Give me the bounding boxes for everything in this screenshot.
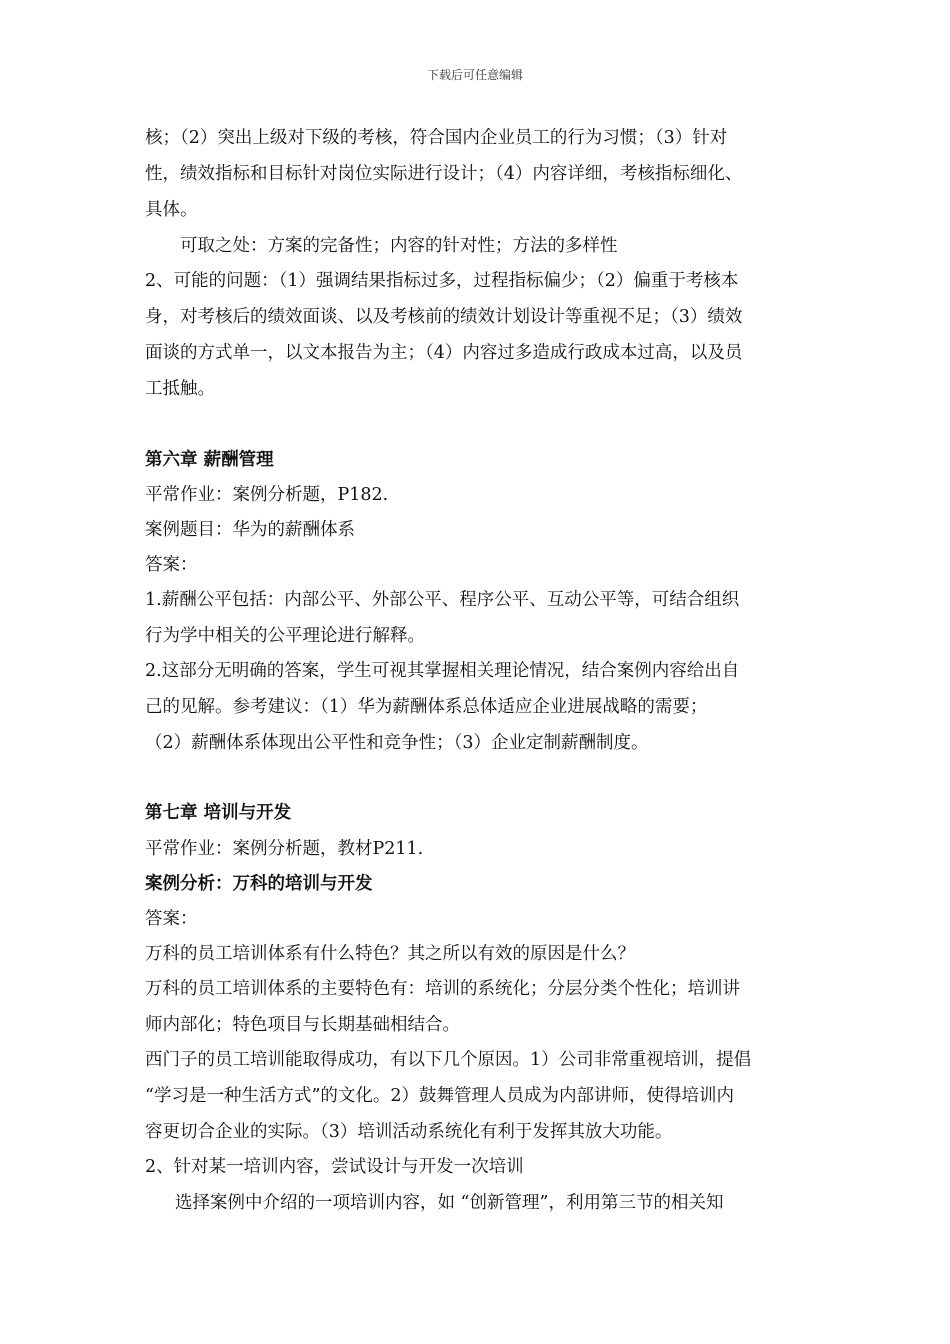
body-line: （2）薪酬体系体现出公平性和竞争性；（3）企业定制薪酬制度。 <box>145 733 649 753</box>
body-line: 答案： <box>145 909 198 929</box>
body-line: 2.这部分无明确的答案，学生可视其掌握相关理论情况，结合案例内容给出自 <box>145 661 740 681</box>
body-line: 师内部化；特色项目与长期基础相结合。 <box>145 1015 460 1035</box>
body-line: 西门子的员工培训能取得成功，有以下几个原因。1）公司非常重视培训，提倡 <box>145 1050 752 1070</box>
body-line: 答案： <box>145 555 198 575</box>
body-line: 万科的员工培训体系的主要特色有：培训的系统化；分层分类个性化；培训讲 <box>145 979 740 999</box>
body-line: 选择案例中介绍的一项培训内容，如 “创新管理”，利用第三节的相关知 <box>175 1193 724 1213</box>
body-line: 1.薪酬公平包括：内部公平、外部公平、程序公平、互动公平等，可结合组织 <box>145 590 740 610</box>
body-line: 身，对考核后的绩效面谈、以及考核前的绩效计划设计等重视不足；（3）绩效 <box>145 307 743 327</box>
case-title: 案例分析：万科的培训与开发 <box>145 874 373 894</box>
chapter-heading: 第六章 薪酬管理 <box>145 450 274 470</box>
body-line: 平常作业：案例分析题，P182. <box>145 485 389 505</box>
body-line: 平常作业：案例分析题，教材P211. <box>145 839 424 859</box>
body-line: 己的见解。参考建议：（1）华为薪酬体系总体适应企业进展战略的需要； <box>145 697 708 717</box>
body-line: 性，绩效指标和目标针对岗位实际进行设计；（4）内容详细，考核指标细化、 <box>145 164 743 184</box>
body-line: 容更切合企业的实际。（3）培训活动系统化有利于发挥其放大功能。 <box>145 1122 673 1142</box>
body-line: 2、可能的问题：（1）强调结果指标过多，过程指标偏少；（2）偏重于考核本 <box>145 271 739 291</box>
body-line: 工抵触。 <box>145 379 215 399</box>
body-line: 核；（2）突出上级对下级的考核，符合国内企业员工的行为习惯；（3）针对 <box>145 128 728 148</box>
body-line: 2、针对某一培训内容，尝试设计与开发一次培训 <box>145 1157 524 1177</box>
chapter-heading: 第七章 培训与开发 <box>145 803 292 823</box>
body-line: 面谈的方式单一，以文本报告为主；（4）内容过多造成行政成本过高，以及员 <box>145 343 743 363</box>
body-line: 万科的员工培训体系有什么特色？其之所以有效的原因是什么？ <box>145 944 635 964</box>
body-line: 可取之处：方案的完备性；内容的针对性；方法的多样性 <box>180 236 618 256</box>
body-line: 案例题目：华为的薪酬体系 <box>145 520 355 540</box>
body-line: 行为学中相关的公平理论进行解释。 <box>145 626 425 646</box>
body-line: “学习是一种生活方式”的文化。2）鼓舞管理人员成为内部讲师，使得培训内 <box>145 1086 735 1106</box>
body-line: 具体。 <box>145 200 198 220</box>
page-header: 下载后可任意编辑 <box>426 68 523 82</box>
